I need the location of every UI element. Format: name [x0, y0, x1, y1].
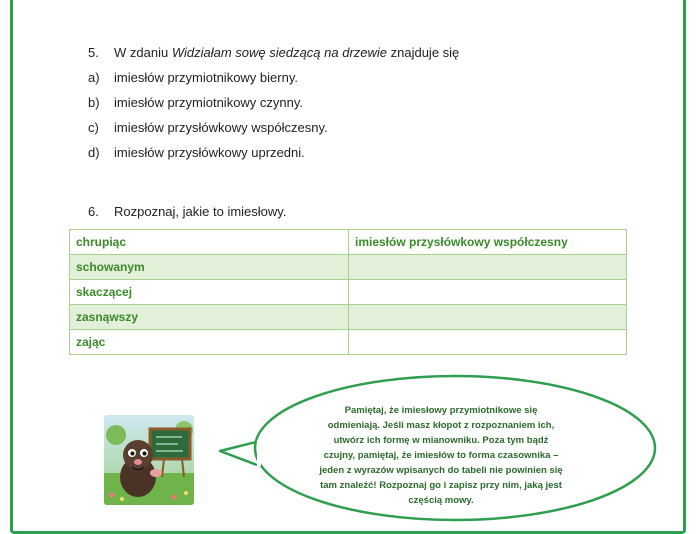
option-c-text: imiesłów przysłówkowy współczesny.	[114, 120, 328, 135]
speech-bubble-text	[312, 403, 570, 508]
question-5-text-before: W zdaniu	[114, 45, 172, 60]
table-word-cell: zając	[70, 330, 349, 355]
table-row	[70, 230, 627, 255]
table-answer-cell[interactable]: imiesłów przysłówkowy współczesny	[349, 230, 627, 255]
option-d-text: imiesłów przysłówkowy uprzedni.	[114, 145, 305, 160]
table-word-cell: zasnąwszy	[70, 305, 349, 330]
table-row	[70, 255, 627, 280]
bubble-line: czujny, pamiętaj, że imiesłów to forma czasownika –	[323, 450, 559, 461]
bubble-line: Pamiętaj, że imiesłowy przymiotnikowe się	[344, 405, 538, 416]
participle-table	[69, 229, 627, 355]
question-5-number: 5.	[88, 45, 99, 60]
table-row	[70, 280, 627, 305]
mole-teacher-illustration	[104, 415, 194, 505]
option-c[interactable]	[88, 119, 459, 144]
question-5-italic-sentence: Widziałam sowę siedzącą na drzewie	[171, 45, 388, 60]
option-d[interactable]	[88, 144, 459, 169]
option-a-letter: a)	[88, 70, 100, 85]
table-answer-cell[interactable]	[349, 255, 627, 280]
question-5-stem	[88, 44, 459, 69]
option-a-text: imiesłów przymiotnikowy bierny.	[114, 70, 298, 85]
table-row	[70, 330, 627, 355]
option-d-letter: d)	[88, 145, 100, 160]
table-word-cell: schowanym	[70, 255, 349, 280]
question-6-number: 6.	[88, 204, 99, 219]
option-a[interactable]	[88, 69, 459, 94]
bubble-line: utwórz ich formę w mianowniku. Poza tym bądź	[333, 435, 549, 446]
option-b[interactable]	[88, 94, 459, 119]
bubble-line: częścią mowy.	[408, 495, 474, 506]
table-word-cell: chrupiąc	[70, 230, 349, 255]
bubble-line: odmieniają. Jeśli masz kłopot z rozpoznaniem ich,	[327, 420, 555, 431]
option-c-letter: c)	[88, 120, 99, 135]
table-row	[70, 305, 627, 330]
question-5-text-after: znajduje się	[387, 45, 460, 60]
option-b-letter: b)	[88, 95, 100, 110]
table-word-cell: skaczącej	[70, 280, 349, 305]
question-5	[88, 44, 459, 169]
option-b-text: imiesłów przymiotnikowy czynny.	[114, 95, 304, 110]
question-6	[88, 203, 286, 228]
bubble-line: jeden z wyrazów wpisanych do tabeli nie powinien się	[319, 465, 563, 476]
table-answer-cell[interactable]	[349, 280, 627, 305]
question-6-text: Rozpoznaj, jakie to imiesłowy.	[114, 204, 287, 219]
table-answer-cell[interactable]	[349, 305, 627, 330]
table-answer-cell[interactable]	[349, 330, 627, 355]
bubble-line: tam znaleźć! Rozpoznaj go i zapisz przy nim, jaką jest	[320, 480, 562, 491]
